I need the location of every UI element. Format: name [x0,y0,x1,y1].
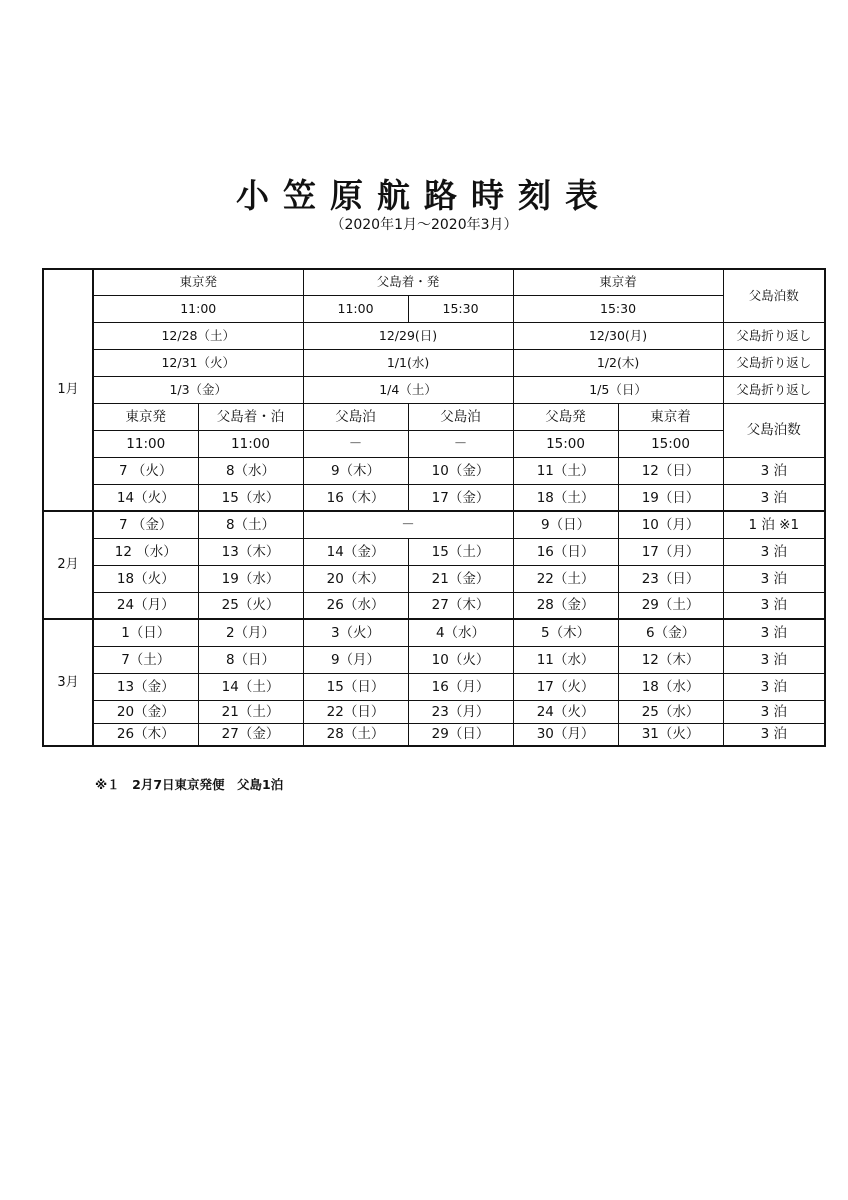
cell-chichi-dep: 16（日） [513,538,618,565]
header2-chichi-arr-stay: 父島着・泊 [198,403,303,430]
cell-chichi-stay: 20（木） [303,565,408,592]
cell-nights: 3 泊 [723,565,825,592]
cell-chichi-stay: 29（日） [408,723,513,746]
turnaround-arr: 12/30(月) [513,322,723,349]
time-chichi-arr: 11:00 [303,295,408,322]
cell-chichi-stay: 3（火） [303,619,408,646]
cell-tokyo-dep: 7（土） [93,646,198,673]
turnaround-dep: 1/3（金） [93,376,303,403]
schedule-row [43,565,825,592]
cell-chichi-arr: 8（土） [198,511,303,538]
cell-chichi-dep: 11（水） [513,646,618,673]
cell-nights: 3 泊 [723,723,825,746]
timetable [42,268,826,747]
cell-nights: 3 泊 [723,646,825,673]
cell-chichi-stay: 14（金） [303,538,408,565]
cell-tokyo-arr: 12（木） [618,646,723,673]
cell-chichi-dep: 28（金） [513,592,618,619]
schedule-row [43,592,825,619]
cell-nights: 3 泊 [723,619,825,646]
month-label-jan: 1月 [43,269,93,511]
header2-chichi-stay-1: 父島泊 [303,403,408,430]
turnaround-chichi: 1/4（土） [303,376,513,403]
cell-chichi-dep: 30（月） [513,723,618,746]
cell-chichi-dep: 9（日） [513,511,618,538]
cell-tokyo-arr: 10（月） [618,511,723,538]
header2-chichi-dep: 父島発 [513,403,618,430]
footnote: ※１ 2月7日東京発便 父島1泊 [95,777,284,792]
cell-chichi-stay: 10（金） [408,457,513,484]
turnaround-nights: 父島折り返し [723,322,825,349]
time-chichi-dep: 15:30 [408,295,513,322]
cell-chichi-arr: 2（月） [198,619,303,646]
month-label-feb: 2月 [43,511,93,619]
turnaround-dep: 12/28（土） [93,322,303,349]
cell-chichi-arr: 8（水） [198,457,303,484]
header-nights: 父島泊数 [723,269,825,322]
cell-nights: 3 泊 [723,457,825,484]
cell-chichi-arr: 27（金） [198,723,303,746]
header2-time: － [303,430,408,457]
schedule-row [43,484,825,511]
time-tokyo-arr: 15:30 [513,295,723,322]
schedule-row [43,619,825,646]
cell-tokyo-dep: 7 （火） [93,457,198,484]
header-time-row-2 [43,430,825,457]
cell-chichi-dep: 11（土） [513,457,618,484]
cell-tokyo-arr: 23（日） [618,565,723,592]
cell-nights: 3 泊 [723,592,825,619]
cell-chichi-dep: 18（土） [513,484,618,511]
month-label-mar: 3月 [43,619,93,746]
turnaround-arr: 1/2(木) [513,349,723,376]
cell-chichi-stay: 15（日） [303,673,408,700]
cell-chichi-dep: 5（木） [513,619,618,646]
cell-tokyo-dep: 18（火） [93,565,198,592]
header2-time: 15:00 [513,430,618,457]
header2-time: 11:00 [93,430,198,457]
cell-tokyo-arr: 12（日） [618,457,723,484]
cell-nights: 3 泊 [723,538,825,565]
cell-tokyo-dep: 12 （水） [93,538,198,565]
cell-nights: 3 泊 [723,673,825,700]
cell-tokyo-dep: 14（火） [93,484,198,511]
header2-tokyo-dep: 東京発 [93,403,198,430]
header-tokyo-dep: 東京発 [93,269,303,295]
turnaround-arr: 1/5（日） [513,376,723,403]
schedule-row [43,723,825,746]
cell-nights: 3 泊 [723,700,825,723]
turnaround-nights: 父島折り返し [723,349,825,376]
schedule-row [43,538,825,565]
cell-chichi-stay: 28（土） [303,723,408,746]
header2-time: 11:00 [198,430,303,457]
cell-tokyo-arr: 25（水） [618,700,723,723]
cell-tokyo-dep: 20（金） [93,700,198,723]
schedule-row [43,511,825,538]
cell-chichi-arr: 14（土） [198,673,303,700]
cell-chichi-stay: 15（土） [408,538,513,565]
header-chichi-arr-dep: 父島着・発 [303,269,513,295]
schedule-row [43,646,825,673]
cell-chichi-stay: 9（月） [303,646,408,673]
header2-chichi-stay-2: 父島泊 [408,403,513,430]
cell-tokyo-arr: 18（水） [618,673,723,700]
cell-tokyo-arr: 6（金） [618,619,723,646]
cell-tokyo-dep: 13（金） [93,673,198,700]
schedule-row [43,700,825,723]
turnaround-row [43,376,825,403]
schedule-row [43,673,825,700]
cell-chichi-arr: 25（火） [198,592,303,619]
turnaround-row [43,349,825,376]
cell-chichi-dep: 22（土） [513,565,618,592]
cell-tokyo-dep: 26（木） [93,723,198,746]
cell-tokyo-dep: 1（日） [93,619,198,646]
cell-chichi-dep: 24（火） [513,700,618,723]
turnaround-nights: 父島折り返し [723,376,825,403]
cell-chichi-dep: 17（火） [513,673,618,700]
cell-chichi-stay: 4（水） [408,619,513,646]
cell-nights: 3 泊 [723,484,825,511]
cell-tokyo-arr: 29（土） [618,592,723,619]
turnaround-dep: 12/31（火） [93,349,303,376]
cell-chichi-stay: 16（木） [303,484,408,511]
cell-chichi-stay: 26（水） [303,592,408,619]
time-tokyo-dep: 11:00 [93,295,303,322]
cell-chichi-stay: － [303,511,513,538]
cell-tokyo-dep: 7 （金） [93,511,198,538]
header2-tokyo-arr: 東京着 [618,403,723,430]
turnaround-chichi: 1/1(水) [303,349,513,376]
cell-chichi-stay: 10（火） [408,646,513,673]
cell-chichi-stay: 17（金） [408,484,513,511]
turnaround-row [43,322,825,349]
cell-tokyo-arr: 31（火） [618,723,723,746]
cell-nights: 1 泊 ※1 [723,511,825,538]
cell-chichi-arr: 8（日） [198,646,303,673]
schedule-row [43,457,825,484]
header-row-2 [43,403,825,430]
cell-chichi-stay: 23（月） [408,700,513,723]
header2-time: 15:00 [618,430,723,457]
header-row-1 [43,269,825,295]
cell-chichi-stay: 9（木） [303,457,408,484]
cell-tokyo-arr: 19（日） [618,484,723,511]
page-subtitle: （2020年1月～2020年3月） [330,217,518,233]
cell-chichi-arr: 15（水） [198,484,303,511]
header-time-row-1 [43,295,825,322]
cell-chichi-stay: 21（金） [408,565,513,592]
page-title: 小笠原航路時刻表 [236,176,612,215]
turnaround-chichi: 12/29(日) [303,322,513,349]
cell-tokyo-dep: 24（月） [93,592,198,619]
header-tokyo-arr: 東京着 [513,269,723,295]
header2-nights: 父島泊数 [723,403,825,457]
header2-time: － [408,430,513,457]
cell-chichi-stay: 22（日） [303,700,408,723]
cell-tokyo-arr: 17（月） [618,538,723,565]
cell-chichi-stay: 27（木） [408,592,513,619]
cell-chichi-arr: 19（水） [198,565,303,592]
cell-chichi-arr: 21（土） [198,700,303,723]
cell-chichi-arr: 13（木） [198,538,303,565]
cell-chichi-stay: 16（月） [408,673,513,700]
